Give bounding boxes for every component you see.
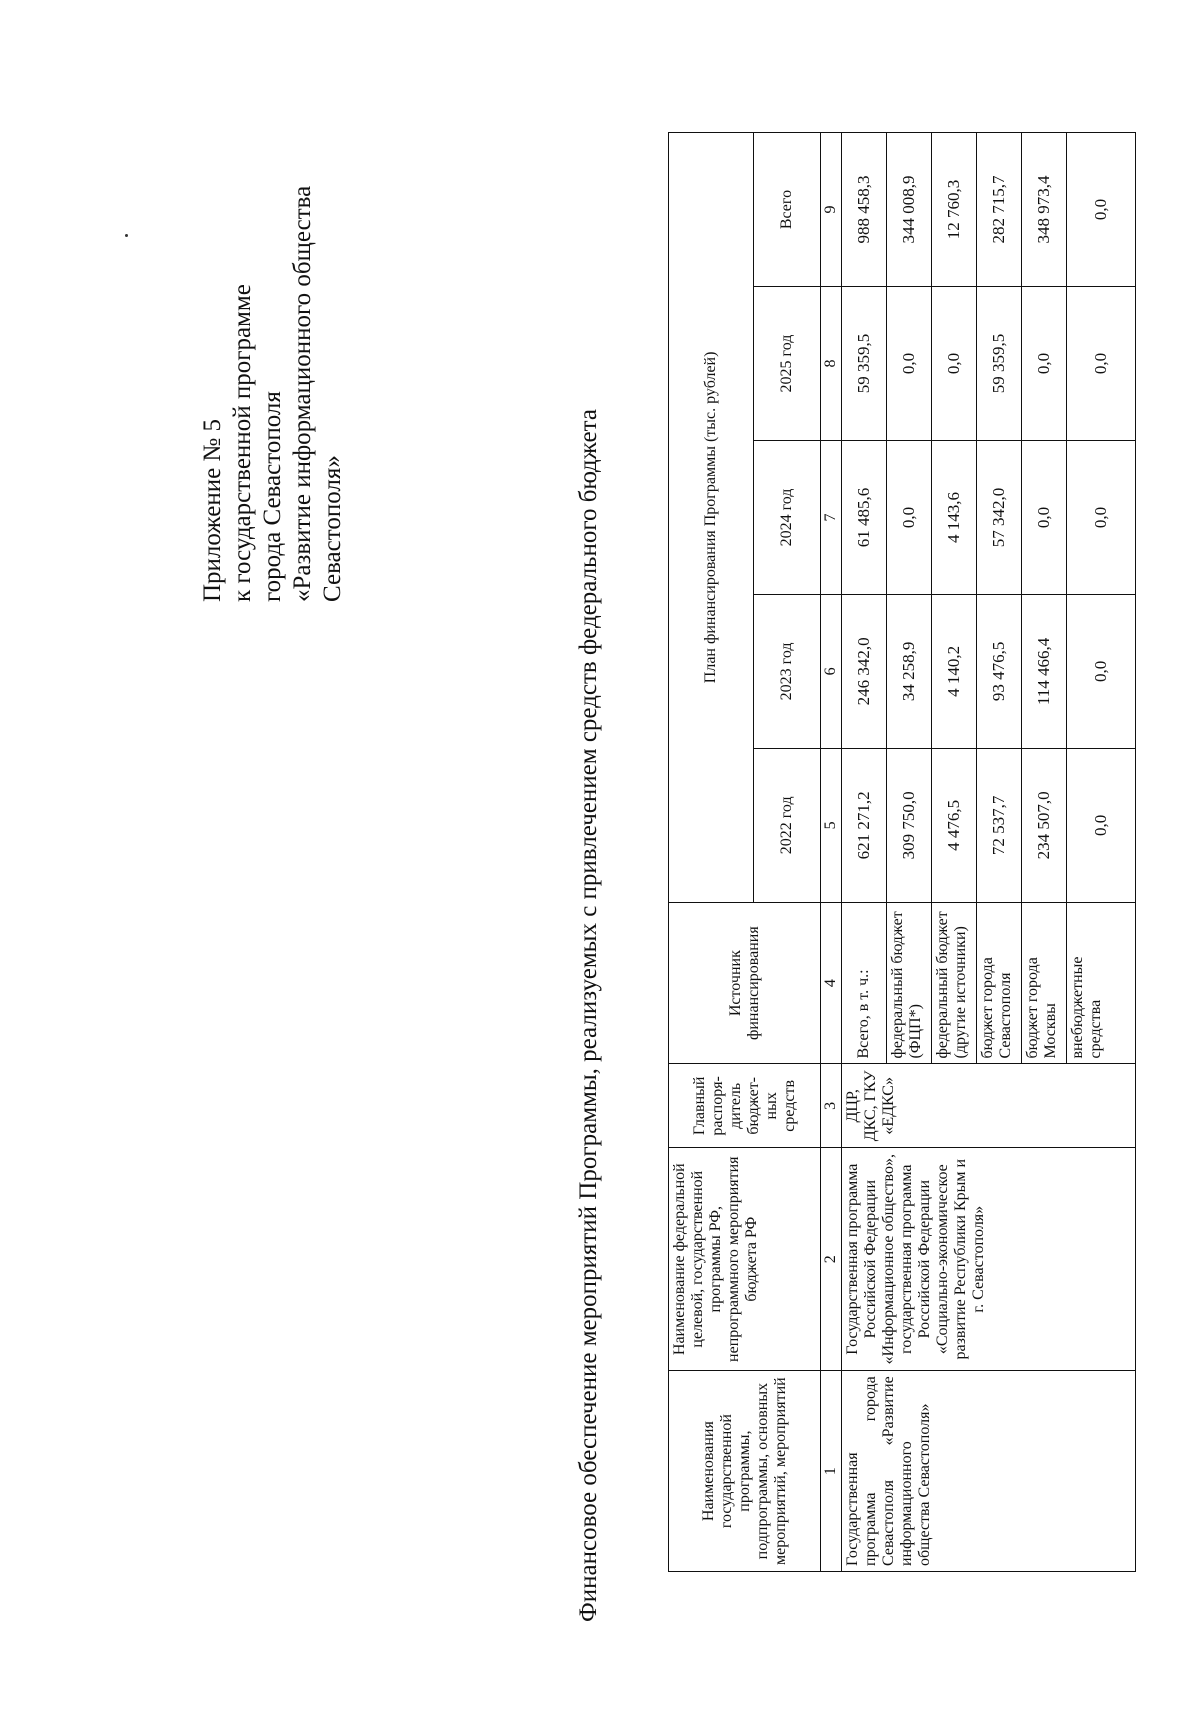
value-cell: 12 760,3 [932, 133, 977, 287]
index-cell: 7 [821, 441, 842, 595]
program-name-cell: Государственная программа города Севастополя «Развитие информационного общества Севастополя» [842, 1371, 1136, 1572]
value-cell: 59 359,5 [977, 287, 1022, 441]
value-cell: 4 143,6 [932, 441, 977, 595]
source-cell: внебюджетные средства [1067, 902, 1136, 1064]
index-cell: 4 [821, 902, 842, 1064]
index-row [821, 133, 842, 1572]
index-cell: 9 [821, 133, 842, 287]
appendix-line: города Севастополя [259, 391, 286, 602]
appendix-line: Севастополя» [319, 455, 346, 602]
header-2025: 2025 год [754, 287, 821, 441]
value-cell: 0,0 [1067, 594, 1136, 748]
value-cell: 4 476,5 [932, 748, 977, 902]
appendix-line: Приложение № 5 [199, 418, 226, 602]
value-cell: 114 466,4 [1022, 594, 1067, 748]
header-col2: Наименование федеральной целевой, государственной программы РФ, непрограммного мероприятия бюджета РФ [669, 1148, 821, 1371]
value-cell: 0,0 [1067, 441, 1136, 595]
header-2022: 2022 год [754, 748, 821, 902]
header-col4: Источник финансирования [669, 902, 821, 1064]
value-cell: 309 750,0 [887, 748, 932, 902]
index-cell: 2 [821, 1148, 842, 1371]
appendix-line: к государственной программе [229, 284, 256, 602]
source-cell: бюджет города Москвы [1022, 902, 1067, 1064]
rotated-page [0, 72, 1200, 1712]
value-cell: 621 271,2 [842, 748, 887, 902]
index-cell: 5 [821, 748, 842, 902]
appendix-block [198, 122, 348, 602]
value-cell: 0,0 [932, 287, 977, 441]
appendix-line: «Развитие информационного общества [289, 185, 316, 602]
source-cell: федеральный бюджет (другие источники) [932, 902, 977, 1064]
value-cell: 72 537,7 [977, 748, 1022, 902]
value-cell: 0,0 [887, 441, 932, 595]
header-row [669, 133, 754, 1572]
value-cell: 282 715,7 [977, 133, 1022, 287]
value-cell: 0,0 [1067, 748, 1136, 902]
header-col3: Главный распоря-дитель бюджет-ных средств [669, 1064, 821, 1148]
value-cell: 348 973,4 [1022, 133, 1067, 287]
value-cell: 57 342,0 [977, 441, 1022, 595]
value-cell: 4 140,2 [932, 594, 977, 748]
value-cell: 0,0 [887, 287, 932, 441]
header-total: Всего [754, 133, 821, 287]
index-cell: 6 [821, 594, 842, 748]
value-cell: 34 258,9 [887, 594, 932, 748]
header-plan-group: План финансирования Программы (тыс. рублей) [669, 133, 754, 903]
source-cell: федеральный бюджет (ФЦП*) [887, 902, 932, 1064]
distributor-cell: ДЦР, ДКС, ГКУ «ЕДКС» [842, 1064, 1136, 1148]
index-cell: 8 [821, 287, 842, 441]
header-col1: Наименования государственной программы, подпрограммы, основных мероприятий, мероприятий [669, 1371, 821, 1572]
index-cell: 1 [821, 1371, 842, 1572]
federal-program-cell: Государственная программа Российской Федерации «Информационное общество», государственная программа Российской Федерации «Социально-экономическое развитие Республики Крым и г. Севастополя» [842, 1148, 1136, 1371]
value-cell: 344 008,9 [887, 133, 932, 287]
value-cell: 0,0 [1067, 287, 1136, 441]
index-cell: 3 [821, 1064, 842, 1148]
header-2023: 2023 год [754, 594, 821, 748]
value-cell: 0,0 [1022, 441, 1067, 595]
source-cell: бюджет города Севастополя [977, 902, 1022, 1064]
value-cell: 0,0 [1022, 287, 1067, 441]
header-2024: 2024 год [754, 441, 821, 595]
scan-speck [125, 234, 128, 237]
financing-table [668, 132, 1136, 1572]
table-row [842, 133, 887, 1572]
value-cell: 988 458,3 [842, 133, 887, 287]
page-title: Финансовое обеспечение мероприятий Программы, реализуемых с привлечением средств федерального бюджета [575, 409, 602, 1622]
value-cell: 93 476,5 [977, 594, 1022, 748]
source-cell: Всего, в т. ч.: [842, 902, 887, 1064]
value-cell: 0,0 [1067, 133, 1136, 287]
value-cell: 234 507,0 [1022, 748, 1067, 902]
value-cell: 61 485,6 [842, 441, 887, 595]
value-cell: 59 359,5 [842, 287, 887, 441]
value-cell: 246 342,0 [842, 594, 887, 748]
